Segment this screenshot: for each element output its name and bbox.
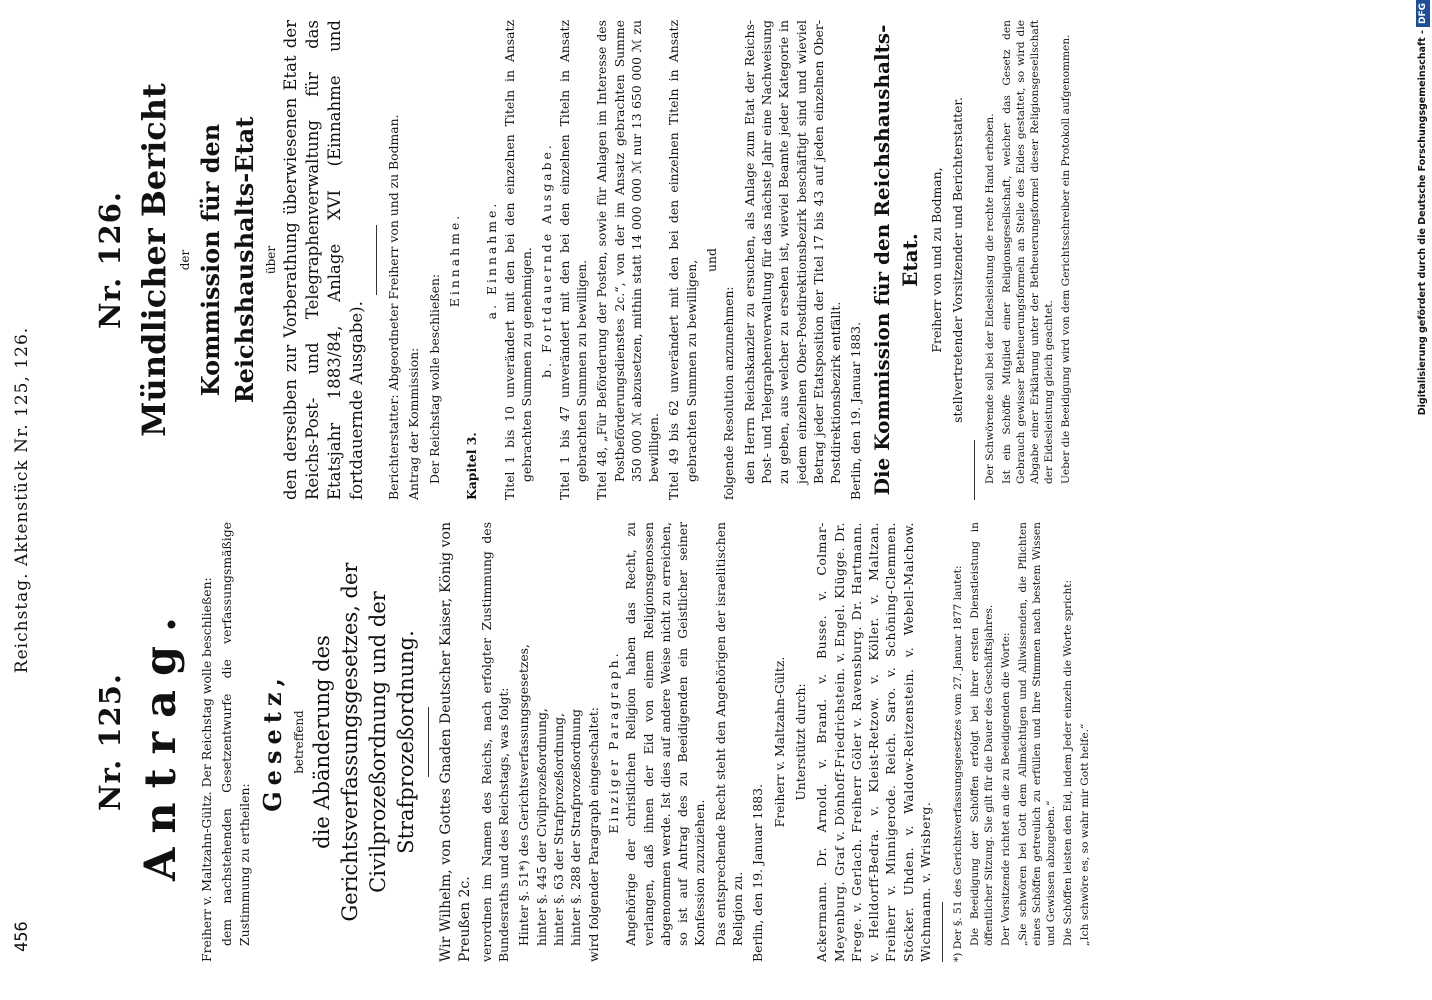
- motion-intro-2: dem nachstehenden Gesetzentwurfe die verfassungsmäßige Zustimmung zu ertheilen:: [219, 522, 252, 946]
- kapitel-label: Kapitel 3.: [464, 432, 480, 500]
- footnote-divider: [942, 902, 943, 962]
- titel-49-62: Titel 49 bis 62 unverändert mit den bei den einzelnen Titeln in Ansatz gebrachten Summen zu bewilligen,: [666, 20, 699, 500]
- paragraph-list-item: hinter §. 63 der Strafprozeßordnung,: [551, 713, 567, 946]
- paragraph-list-item: Hinter §. 51*) des Gerichtsverfassungsgesetzes,: [516, 644, 532, 946]
- titel-1-47: Titel 1 bis 47 unverändert mit den bei den einzelnen Titeln in Ansatz gebrachten Summen zu bewilligen.: [556, 20, 589, 500]
- supported-by-label: Unterstützt durch:: [792, 683, 808, 801]
- footnote-divider: [974, 440, 975, 500]
- document-number: Nr. 126.: [93, 191, 127, 329]
- paragraph-text-2: Das entsprechende Recht steht den Angehörigen der israelitischen Religion zu.: [712, 522, 746, 946]
- footnote-line: Die Beeidigung der Schöffen erfolgt bei ihrer ersten Dienstleistung in öffentlicher Sitzung. Sie gilt für die Dauer des Geschäftsjahres.: [969, 522, 996, 946]
- und-label: und: [704, 248, 720, 272]
- signer: Freiherr v. Maltzahn-Gültz.: [771, 656, 787, 828]
- ueber-label: über: [264, 245, 278, 275]
- paragraph-title: Einziger Paragraph.: [605, 650, 621, 834]
- titel-48: Titel 48, „Für Beförderung der Posten, sowie für Anlagen im Interesse des Postbeförderungsdienstes 2c.“, von der im Ansatz gebrachten Summe 350 000 ℳ abzusetzen, mithin statt 14 000 000 ℳ nur 13 650 000 ℳ zu bewilligen.: [594, 20, 662, 500]
- einnahme-heading: Einnahme.: [446, 212, 462, 308]
- place-date: Berlin, den 19. Januar 1883.: [848, 321, 864, 500]
- reporter: Berichterstatter: Abgeordneter Freiherr von und zu Bodman.: [386, 114, 401, 500]
- law-betreffend: betreffend: [291, 710, 306, 774]
- signature-role: stellvertretender Vorsitzender und Berichterstatter.: [950, 97, 966, 423]
- running-title: Reichstag. Aktenstück Nr. 125, 126.: [12, 326, 32, 674]
- footnote-continued: [983, 20, 1073, 500]
- antrag-label: Antrag der Kommission:: [406, 347, 422, 500]
- commission-name: Kommission für den Reichshaushalts-Etat: [196, 116, 259, 404]
- document-title: Antrag.: [136, 602, 186, 882]
- signature-commission: Die Kommission für den Reichshaushalts-Etat.: [869, 24, 922, 496]
- verordnen: verordnen im Namen des Reichs, nach erfolgter Zustimmung des Bundesraths und des Reichstags, was folgt:: [478, 522, 512, 962]
- document-title: Mündlicher Bericht: [135, 83, 173, 437]
- dfg-attribution-text: Digitalisierung gefördert durch die Deutsche Forschungsgemeinschaft -: [1417, 30, 1428, 416]
- footnote-line: Ueber die Beeidigung wird von dem Gerichtsschreiber ein Protokoll aufgenommen.: [1060, 34, 1073, 484]
- law-subject: die Abänderung des Gerichtsverfassungsgesetzes, der Civilprozeßordnung und der Strafprozeßordnung.: [309, 562, 418, 922]
- dfg-logo: DFG: [1416, 0, 1430, 27]
- document-number: Nr. 125.: [93, 673, 127, 811]
- resolution-intro: folgende Resolution anzunehmen:: [721, 286, 737, 500]
- column-nr-125: [88, 522, 1095, 962]
- divider: [428, 707, 429, 777]
- footnote-line: Die Schöffen leisten den Eid, indem Jeder einzeln die Worte spricht:: [1062, 579, 1075, 946]
- paragraph-list: [515, 522, 584, 962]
- paragraph-list-item: hinter §. 445 der Civilprozeßordnung,: [533, 708, 549, 946]
- preamble: Wir Wilhelm, von Gottes Gnaden Deutscher Kaiser, König von Preußen 2c.: [437, 522, 473, 962]
- motion-intro: Freiherr v. Maltzahn-Gültz. Der Reichstag wolle beschließen:: [199, 577, 214, 962]
- section-b-heading: b. Fortdauernde Ausgabe.: [539, 142, 555, 378]
- footnote-line: „Sie schwören bei Gott dem Allmächtigen und Allwissenden, die Pflichten eines Schöffen getreulich zu erfüllen und Ihre Stimmen nach bestem Wissen und Gewissen abzugeben.“: [1017, 522, 1058, 946]
- resolution-text: den Herrn Reichskanzler zu ersuchen, als Anlage zum Etat der Reichs-Post- und Telegraphenverwaltung für das nächste Jahr eine Nachweisung zu geben, aus welcher zu ersehen ist, wieviel Beamte jeder Kategorie in jedem einzelnen Ober-Postdirektionsbezirk beschäftigt sind und wieviel Betrag jeder Etatsposition der Titel 17 bis 43 auf jeden einzelnen Ober-Postdirektionsbezirk entfällt.: [741, 20, 844, 484]
- antrag-text: Der Reichstag wolle beschließen:: [426, 273, 442, 484]
- column-nr-126: [88, 20, 1076, 500]
- paragraph-list-item: hinter §. 288 der Strafprozeßordnung: [568, 709, 584, 946]
- page-number: 456: [12, 921, 32, 952]
- section-a-heading: a. Einnahme.: [484, 200, 500, 320]
- page-header: [12, 0, 38, 1000]
- signature-name: Freiherr von und zu Bodman,: [928, 167, 944, 353]
- law-title: Gesetz,: [257, 672, 287, 812]
- inserted-text: wird folgender Paragraph eingeschaltet:: [585, 707, 601, 962]
- footnote-line: „Ich schwöre es, so wahr mir Gott helfe.“: [1079, 723, 1092, 946]
- titel-1-10: Titel 1 bis 10 unverändert mit den bei den einzelnen Titeln in Ansatz gebrachten Summen zu genehmigen.: [501, 20, 535, 500]
- paragraph-text-1: Angehörige der christlichen Religion haben das Recht, zu verlangen, daß ihnen der Eid von einem Religionsgenossen abgenommen werde. Ist dies auf andere Weise nicht zu erreichen, so ist auf Antrag des zu Beeidigenden ein Geistlicher seiner Konfession zuzuziehen.: [623, 522, 708, 946]
- place-date: Berlin, den 19. Januar 1883.: [750, 783, 766, 962]
- footnote: [951, 522, 1092, 962]
- footnote-line: Der Schwörende soll bei der Eidesleistung die rechte Hand erheben.: [984, 113, 997, 484]
- divider: [376, 225, 377, 295]
- footnote-line: Ist ein Schöffe Mitglied einer Religionsgesellschaft, welcher das Gesetz den Gebrauch gewisser Betheuerungsformeln an Stelle des Eides gestattet, so wird die Abgabe einer Erklärung unter der Betheuerungsformel dieser Religionsgesellschaft der Eidesleistung gleich geachtet.: [1001, 20, 1056, 484]
- supporters-list: Ackermann. Dr. Arnold. v. Brand. v. Busse. v. Colmar-Meyenburg. Graf v. Dönhoff-Friedrichstein. v. Engel. Klügge. Dr. Frege. v. Gerlach. Freiherr Göler v. Ravensburg. Dr. Hartmann. v. Helldorff-Bedra. v. Kleist-Retzow. v. Köller. v. Maltzan. Freiherr v. Minnigerode. Reich. Saro. v. Schöning-Clemmen. Stöcker. Uhden. v. Waldow-Reitzenstein. v. Webell-Malchow. Wichmann. v. Wrisberg.: [814, 522, 934, 962]
- der-label: der: [178, 249, 192, 271]
- dfg-attribution: [1416, 0, 1432, 1000]
- report-subject: den derselben zur Vorberathung überwiesenen Etat der Reichs-Post- und Telegraphenverwaltung für das Etatsjahr 1883/84, Anlage XVI (Einnahme und fortdauernde Ausgabe).: [281, 20, 366, 500]
- footnote-title: *) Der §. 51 des Gerichtsverfassungsgesetzes vom 27. Januar 1877 lautet:: [952, 565, 965, 962]
- footnote-line: Der Vorsitzende richtet an die zu Beeidigenden die Worte:: [1000, 632, 1013, 946]
